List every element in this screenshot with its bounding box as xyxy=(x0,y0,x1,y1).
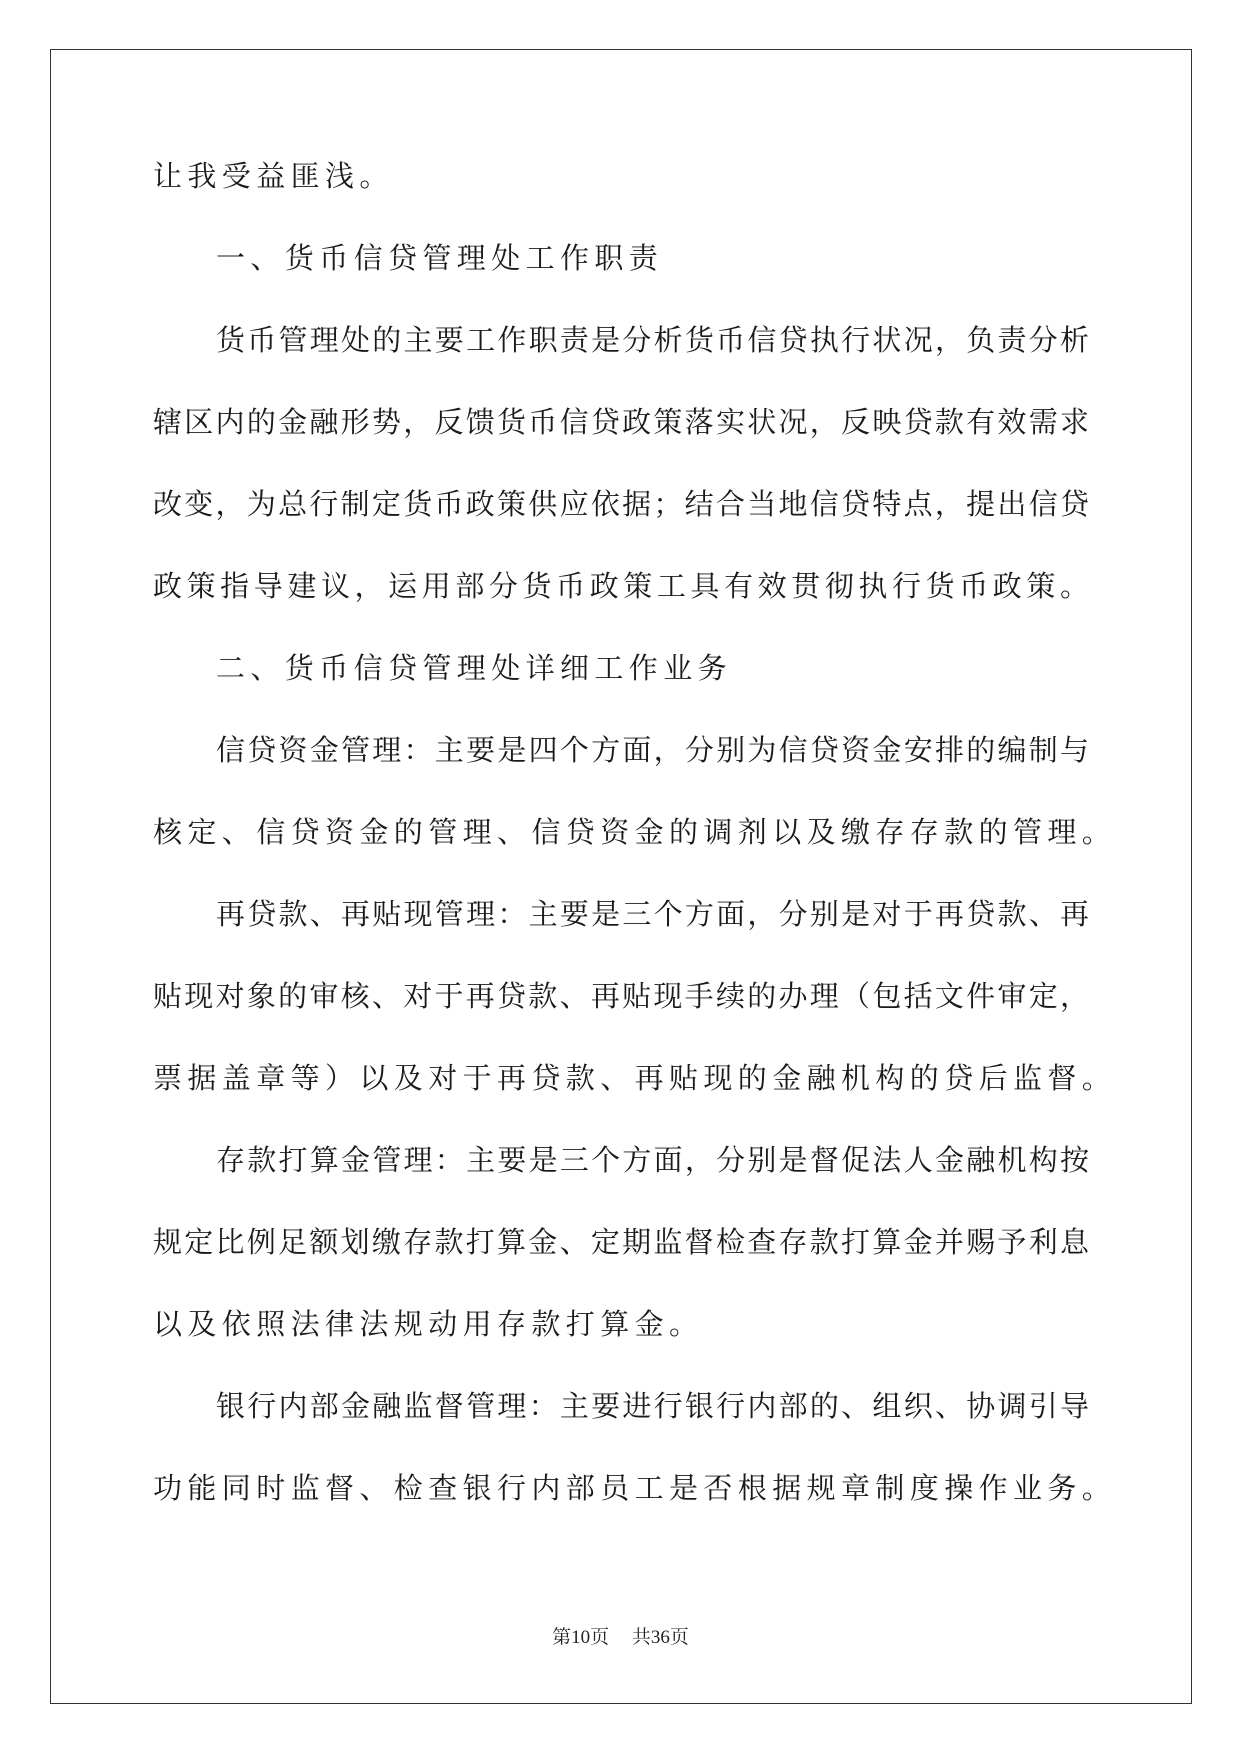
document-body xyxy=(153,158,1117,1552)
text-line: 政策指导建议，运用部分货币政策工具有效贯彻执行货币政策。 xyxy=(153,569,1089,603)
text-line: 辖区内的金融形势，反馈货币信贷政策落实状况，反映贷款有效需求 xyxy=(153,405,1089,439)
text-line: 核定、信贷资金的管理、信贷资金的调剂以及缴存存款的管理。 xyxy=(153,815,1117,849)
text-line: 票据盖章等）以及对于再贷款、再贴现的金融机构的贷后监督。 xyxy=(153,1061,1117,1095)
section-heading: 一、货币信贷管理处工作职责 xyxy=(216,241,664,275)
text-line: 让我受益匪浅。 xyxy=(153,159,394,193)
text-line: 以及依照法律法规动用存款打算金。 xyxy=(153,1307,704,1341)
text-line: 存款打算金管理：主要是三个方面，分别是督促法人金融机构按 xyxy=(216,1143,1089,1177)
section-heading: 二、货币信贷管理处详细工作业务 xyxy=(216,651,733,685)
text-line: 规定比例足额划缴存款打算金、定期监督检查存款打算金并赐予利息 xyxy=(153,1225,1089,1259)
text-line: 货币管理处的主要工作职责是分析货币信贷执行状况，负责分析 xyxy=(216,323,1089,357)
text-line: 信贷资金管理：主要是四个方面，分别为信贷资金安排的编制与 xyxy=(216,733,1089,767)
text-line: 再贷款、再贴现管理：主要是三个方面，分别是对于再贷款、再 xyxy=(216,897,1089,931)
text-line: 银行内部金融监督管理：主要进行银行内部的、组织、协调引导 xyxy=(216,1389,1089,1423)
page-total: 共36页 xyxy=(631,1627,689,1648)
page-number: 第10页 xyxy=(552,1627,610,1648)
text-line: 改变，为总行制定货币政策供应依据；结合当地信贷特点，提出信贷 xyxy=(153,487,1089,521)
text-line: 功能同时监督、检查银行内部员工是否根据规章制度操作业务。 xyxy=(153,1471,1117,1505)
text-line: 贴现对象的审核、对于再贷款、再贴现手续的办理（包括文件审定， xyxy=(153,979,1089,1013)
page-footer xyxy=(0,1626,1241,1650)
